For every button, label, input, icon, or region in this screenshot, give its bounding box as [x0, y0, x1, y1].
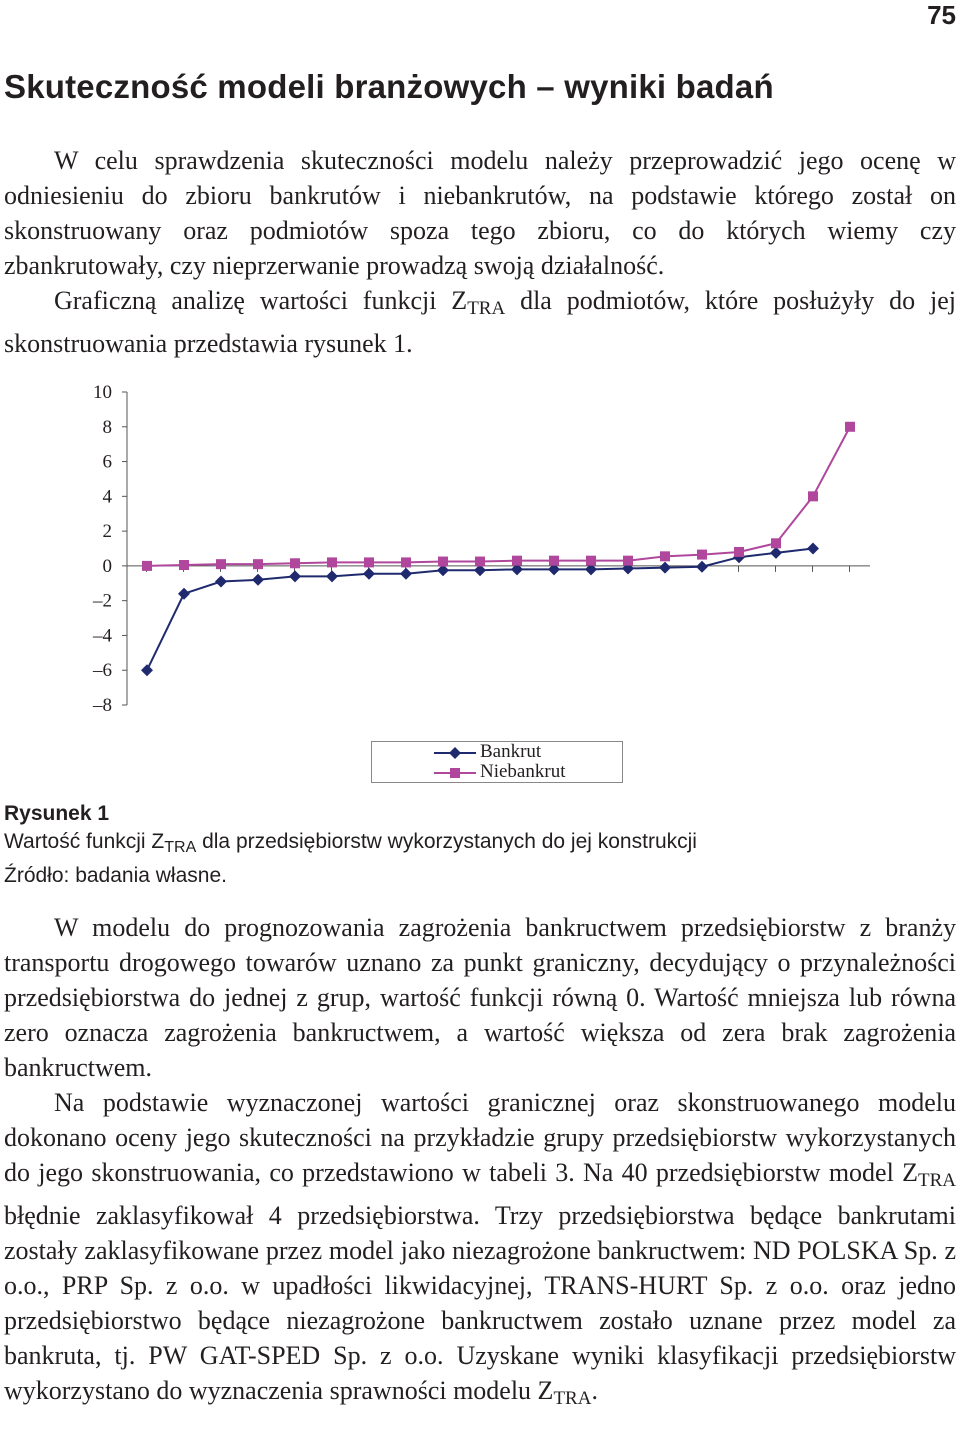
- paragraph-4-text-c: .: [591, 1376, 598, 1405]
- y-tick-label: –6: [93, 660, 112, 682]
- paragraph-4: [4, 1085, 956, 1416]
- paragraph-2: [4, 283, 956, 361]
- data-point-bankrut: [289, 570, 301, 582]
- data-point-niebankrut: [697, 550, 707, 560]
- paragraph-1-text: W celu sprawdzenia skuteczności modelu należy przeprowadzić jego ocenę w odniesieniu do zbioru bankrutów i niebankrutów, na podstawie którego został on skonstruowany oraz podmiotów spoza tego zbioru, co do których wiemy czy zbankrutowały, czy nieprzerwanie prowadzą swoją działalność.: [4, 146, 956, 280]
- paragraph-4-text-a: Na podstawie wyznaczonej wartości granicznej oraz skonstruowanego modelu dokonano oceny jego skuteczności na przykładzie grupy przedsiębiorstw wykorzystanych do jego skonstruowania, co przedstawiono w tabeli 3. Na 40 przedsiębiorstw model Z: [4, 1088, 956, 1187]
- data-point-niebankrut: [475, 557, 485, 567]
- data-point-niebankrut: [216, 559, 226, 569]
- data-point-niebankrut: [808, 491, 818, 501]
- y-tick-label: 0: [102, 555, 112, 577]
- y-tick-label: 4: [102, 486, 112, 508]
- caption-text-end: dla przedsiębiorstw wykorzystanych do jej konstrukcji: [196, 830, 697, 853]
- data-point-niebankrut: [290, 558, 300, 568]
- legend-label-bankrut: Bankrut: [480, 741, 542, 762]
- data-point-niebankrut: [845, 422, 855, 432]
- series-line-niebankrut: [147, 427, 850, 566]
- data-point-niebankrut: [253, 559, 263, 569]
- data-point-bankrut: [326, 570, 338, 582]
- legend-item-niebankrut: [432, 763, 622, 783]
- caption-text-start: Wartość funkcji Z: [4, 830, 165, 853]
- data-point-bankrut: [400, 568, 412, 580]
- data-point-niebankrut: [549, 556, 559, 566]
- legend-item-bankrut: [432, 743, 622, 763]
- paragraph-3: [4, 910, 956, 1085]
- data-point-bankrut: [770, 547, 782, 559]
- y-tick-label: 10: [93, 382, 112, 403]
- data-point-bankrut: [252, 574, 264, 586]
- data-point-niebankrut: [142, 561, 152, 571]
- line-chart: [0, 370, 960, 730]
- legend-line-niebankrut-icon: [432, 763, 478, 783]
- y-tick-label: 8: [102, 416, 112, 438]
- data-point-bankrut: [141, 664, 153, 676]
- y-tick-label: –2: [93, 590, 112, 612]
- chart-legend: [371, 741, 623, 783]
- caption-subscript: TRA: [164, 839, 197, 856]
- legend-line-bankrut-icon: [432, 743, 478, 763]
- data-point-niebankrut: [512, 556, 522, 566]
- data-point-bankrut: [696, 561, 708, 573]
- subscript-tra: TRA: [467, 298, 506, 319]
- data-point-niebankrut: [771, 538, 781, 548]
- data-point-bankrut: [363, 568, 375, 580]
- data-point-niebankrut: [327, 557, 337, 567]
- intro-paragraphs: [4, 143, 956, 361]
- paragraph-4-text-b: błędnie zaklasyfikował 4 przedsiębiorstwa. Trzy przedsiębiorstwa będące bankrutami zostały zaklasyfikowane przez model jako niezagrożone bankructwem: ND POLSKA Sp. z o.o., PRP Sp. z o.o. w upadłości likwidacyjnej, TRANS-HURT Sp. z o.o. oraz jedno przedsiębiorstwo będące niezagrożone bankructwem zostało uznane przez model za bankruta, tj. PW GAT-SPED Sp. z o.o. Uzyskane wyniki klasyfikacji przedsiębiorstw wykorzystano do wyznaczenia sprawności modelu Z: [4, 1201, 956, 1405]
- paragraph-3-text: W modelu do prognozowania zagrożenia bankructwem przedsiębiorstw z branży transportu drogowego towarów uznano za punkt graniczny, decydujący o przynależności przedsiębiorstwa do jednej z grup, wartość funkcji równą 0. Wartość mniejsza lub równa zero oznacza zagrożenia bankructwem, a wartość większa od zera brak zagrożenia bankructwem.: [4, 913, 956, 1082]
- subscript-tra: TRA: [918, 1170, 956, 1191]
- data-point-niebankrut: [623, 556, 633, 566]
- y-tick-label: –4: [93, 625, 112, 647]
- data-point-niebankrut: [734, 547, 744, 557]
- chart-series: [141, 422, 855, 676]
- data-point-niebankrut: [179, 560, 189, 570]
- subscript-tra: TRA: [553, 1388, 592, 1409]
- body-paragraphs: [4, 910, 956, 1416]
- data-point-bankrut: [178, 588, 190, 600]
- y-tick-label: –8: [93, 695, 112, 716]
- paragraph-1: [4, 143, 956, 283]
- figure-label: Rysunek 1: [4, 802, 110, 825]
- data-point-niebankrut: [364, 557, 374, 567]
- paragraph-2-text-end: dla podmiotów, które posłużyły do jej skonstruowania przedstawia rysunek 1.: [4, 286, 956, 358]
- paragraph-2-text-start: Graficzną analizę wartości funkcji Z: [54, 286, 468, 315]
- y-tick-label: 2: [102, 521, 112, 543]
- data-point-bankrut: [659, 562, 671, 574]
- data-point-niebankrut: [438, 557, 448, 567]
- legend-label-niebankrut: Niebankrut: [480, 761, 566, 782]
- figure-caption: [4, 800, 697, 890]
- data-point-niebankrut: [660, 551, 670, 561]
- figure-description: [4, 828, 697, 862]
- page-number: 75: [927, 0, 956, 30]
- y-tick-label: 6: [102, 451, 112, 473]
- data-point-niebankrut: [586, 556, 596, 566]
- data-point-niebankrut: [401, 557, 411, 567]
- data-point-bankrut: [807, 543, 819, 555]
- section-heading: Skuteczność modeli branżowych – wyniki badań: [4, 68, 774, 105]
- data-point-bankrut: [215, 576, 227, 588]
- figure-source: Źródło: badania własne.: [4, 864, 227, 887]
